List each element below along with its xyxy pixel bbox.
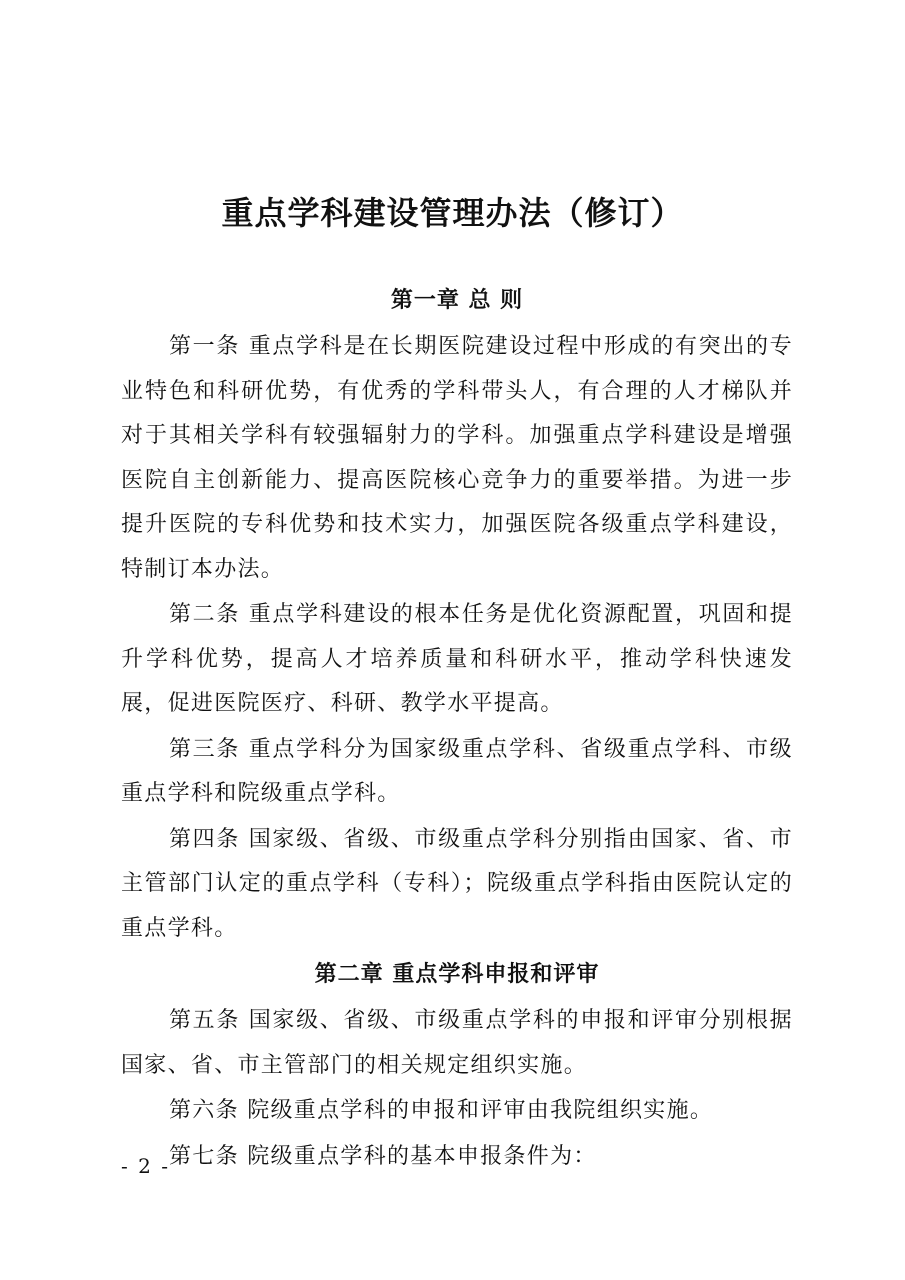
article-2: 第二条 重点学科建设的根本任务是优化资源配置，巩固和提升学科优势，提高人才培养质量和科研水平，推动学科快速发展，促进医院医疗、科研、教学水平提高。 xyxy=(121,602,793,716)
chapter-2-heading: 第二章 重点学科申报和评审 xyxy=(314,962,600,987)
article-7: 第七条 院级重点学科的基本申报条件为： xyxy=(169,1143,597,1169)
article-1: 第一条 重点学科是在长期医院建设过程中形成的有突出的专业特色和科研优势，有优秀的学科带头人，有合理的人才梯队并对于其相关学科有较强辐射力的学科。加强重点学科建设是增强医院自主创新能力、提高医院核心竞争力的重要举措。为进一步提升医院的专科优势和技术实力，加强医院各级重点学科建设，特制订本办法。 xyxy=(121,334,793,582)
article-4: 第四条 国家级、省级、市级重点学科分别指由国家、省、市主管部门认定的重点学科（专科）；院级重点学科指由医院认定的重点学科。 xyxy=(121,826,793,941)
document-title: 重点学科建设管理办法（修订） xyxy=(221,194,684,233)
article-5: 第五条 国家级、省级、市级重点学科的申报和评审分别根据国家、省、市主管部门的相关规定组织实施。 xyxy=(121,1008,793,1078)
page-number: - 2 - xyxy=(121,1154,170,1178)
chapter-1-heading: 第一章 总 则 xyxy=(390,288,524,313)
document-body xyxy=(121,279,793,1180)
article-6: 第六条 院级重点学科的申报和评审由我院组织实施。 xyxy=(169,1098,714,1123)
article-3: 第三条 重点学科分为国家级重点学科、省级重点学科、市级重点学科和院级重点学科。 xyxy=(121,736,793,806)
